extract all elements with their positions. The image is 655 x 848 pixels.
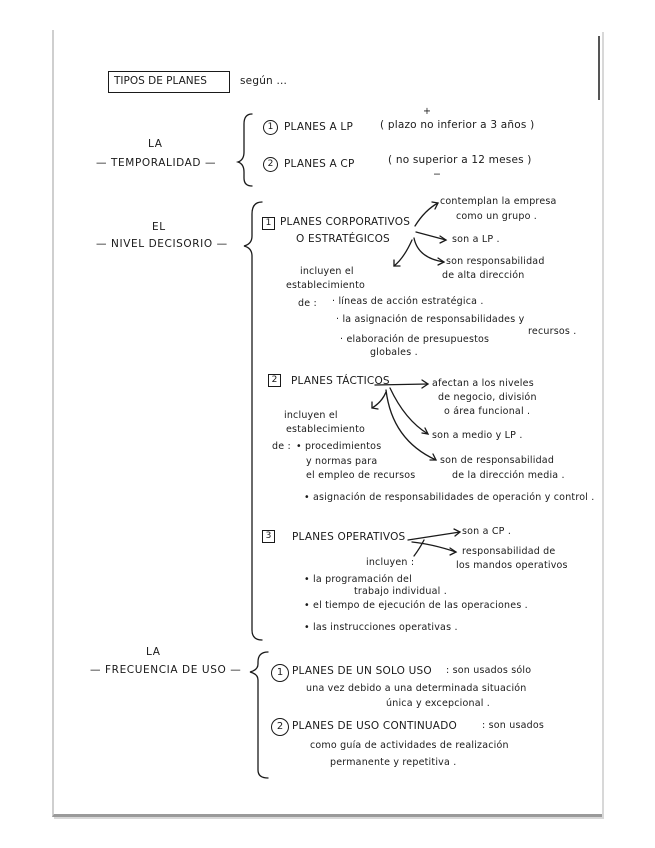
frecuencia-label: — FRECUENCIA DE USO — (90, 664, 242, 676)
estr-inc1: incluyen el (300, 266, 354, 277)
minus-mark: − (433, 169, 442, 180)
tac-b1c: el empleo de recursos (306, 470, 416, 481)
estrategicos-title-1: PLANES CORPORATIVOS (280, 216, 411, 228)
estr-r3a: son responsabilidad (446, 256, 545, 267)
num-frecuencia-1: 1 (271, 664, 289, 682)
frec1-l3: única y excepcional . (386, 698, 491, 709)
planes-cp-note: ( no superior a 12 meses ) (388, 154, 532, 166)
temporalidad-label: — TEMPORALIDAD — (96, 157, 217, 169)
op-b1a: • la programación del (304, 574, 412, 585)
tac-inc2: establecimiento (286, 424, 366, 435)
planes-lp-note: ( plazo no inferior a 3 años ) (380, 119, 535, 131)
paper-edge (598, 36, 600, 100)
op-b1b: trabajo individual . (354, 586, 447, 597)
estr-r2: son a LP . (452, 234, 500, 245)
estr-inc2: establecimiento (286, 280, 366, 291)
num-temporal-1: 1 (263, 120, 278, 135)
num-estrategicos: 1 (262, 217, 275, 230)
planes-lp: PLANES A LP (284, 121, 353, 133)
estr-b2a: · la asignación de responsabilidades y (336, 314, 525, 325)
frec2-l2: como guía de actividades de realización (310, 740, 509, 751)
estr-b3a: · elaboración de presupuestos (340, 334, 490, 345)
op-r2b: los mandos operativos (456, 560, 568, 571)
estr-b3b: globales . (370, 347, 418, 358)
plus-mark: + (423, 106, 432, 117)
nivel-el: EL (152, 221, 166, 233)
nivel-label: — NIVEL DECISORIO — (96, 238, 228, 250)
frec1-title: PLANES DE UN SOLO USO (292, 665, 432, 677)
tac-r1c: o área funcional . (444, 406, 531, 417)
tac-b2: • asignación de responsabilidades de operación y control . (304, 492, 595, 503)
tac-b1b: y normas para (306, 456, 378, 467)
tac-r3b: de la dirección media . (452, 470, 565, 481)
title-segun: según ... (240, 75, 288, 87)
planes-cp: PLANES A CP (284, 158, 355, 170)
estr-r1b: como un grupo . (456, 211, 538, 222)
estrategicos-title-2: O ESTRATÉGICOS (296, 233, 390, 245)
estr-b2b: recursos . (528, 326, 577, 337)
tac-r3a: son de responsabilidad (440, 455, 555, 466)
op-r2a: responsabilidad de (462, 546, 556, 557)
estr-b1: · líneas de acción estratégica . (332, 296, 484, 307)
temporalidad-la: LA (148, 138, 163, 150)
tac-b1: • procedimientos (296, 441, 382, 452)
tac-r1b: de negocio, división (438, 392, 537, 403)
title-box (108, 71, 230, 93)
num-temporal-2: 2 (263, 157, 278, 172)
op-b2: • el tiempo de ejecución de las operaciones . (304, 600, 528, 611)
tac-inc1: incluyen el (284, 410, 338, 421)
tac-de: de : (272, 441, 291, 452)
frec2-title: PLANES DE USO CONTINUADO (292, 720, 457, 732)
tac-r2: son a medio y LP . (432, 430, 523, 441)
frec1-l2: una vez debido a una determinada situación (306, 683, 527, 694)
num-tacticos: 2 (268, 374, 281, 387)
op-r1: son a CP . (462, 526, 512, 537)
num-operativos: 3 (262, 530, 275, 543)
estr-r3b: de alta dirección (442, 270, 525, 281)
estr-de: de : (298, 298, 317, 309)
frec1-l1: : son usados sólo (446, 665, 532, 676)
tacticos-title: PLANES TÁCTICOS (291, 375, 390, 387)
frec2-l1: : son usados (482, 720, 545, 731)
op-inc: incluyen : (366, 557, 415, 568)
page-title: TIPOS DE PLANES (114, 75, 207, 87)
frec2-l3: permanente y repetitiva . (330, 757, 457, 768)
num-frecuencia-2: 2 (271, 718, 289, 736)
frecuencia-la: LA (146, 646, 161, 658)
op-b3: • las instrucciones operativas . (304, 622, 458, 633)
tac-r1a: afectan a los niveles (432, 378, 534, 389)
operativos-title: PLANES OPERATIVOS (292, 531, 406, 543)
estr-r1a: contemplan la empresa (440, 196, 557, 207)
